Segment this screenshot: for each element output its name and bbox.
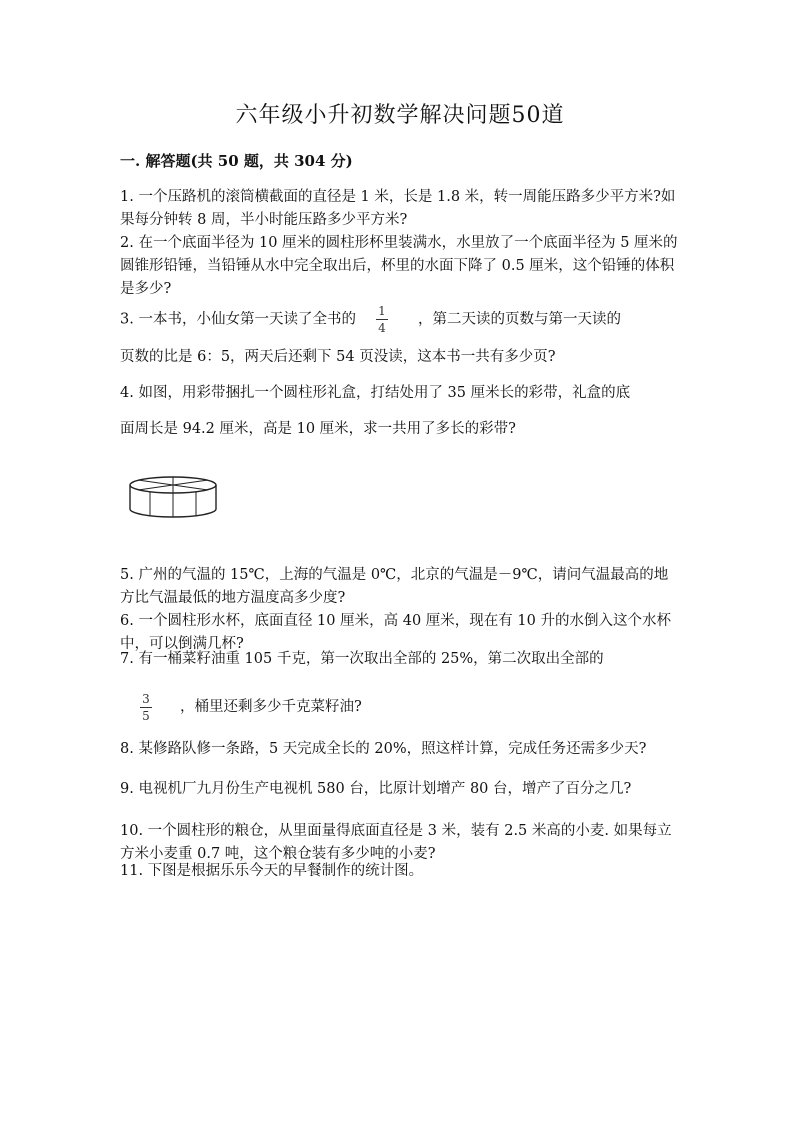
question-4-line-2: 面周长是 94.2 厘米，高是 10 厘米，求一共用了多长的彩带? [120,421,516,437]
question-3-text-after: ，第二天读的页数与第一天读的 [417,311,621,328]
question-2: 2. 在一个底面半径为 10 厘米的圆柱形杯里装满水，水里放了一个底面半径为 5 厘米的圆锥形铅锤，当铅锤从水中完全取出后，杯里的水面下降了 0.5 厘米，这个铅锤的体积是多少? [120,235,678,297]
question-6: 6. 一个圆柱形水杯，底面直径 10 厘米，高 40 厘米，现在有 10 升的水倒入这个水杯中，可以倒满几杯? [120,613,671,652]
question-4-line-1: 4. 如图，用彩带捆扎一个圆柱形礼盒，打结处用了 35 厘米长的彩带，礼盒的底 [120,385,631,401]
question-3-line-1 [120,304,680,335]
question-3-text: 3. 一本书，小仙女第一天读了全书的 [120,311,356,328]
question-10: 10. 一个圆柱形的粮仓，从里面量得底面直径是 3 米，装有 2.5 米高的小麦. 如果每立方米小麦重 0.7 吨，这个粮仓装有多少吨的小麦? [120,823,672,862]
fraction-denominator: 4 [378,321,386,335]
cylinder-gift-box-figure [128,474,220,520]
fraction-three-fifths [140,692,152,723]
fraction-one-quarter [376,304,388,335]
question-8: 8. 某修路队修一条路，5 天完成全长的 20%，照这样计算，完成任务还需多少天? [120,741,647,757]
question-7-line-1: 7. 有一桶菜籽油重 105 千克，第一次取出全部的 25%，第二次取出全部的 [120,651,604,667]
fraction-denominator: 5 [142,709,150,723]
page-title: 六年级小升初数学解决问题50道 [235,103,565,128]
question-7-line-2: ，桶里还剩多少千克菜籽油? [180,699,362,715]
section-heading: 一. 解答题(共 50 题，共 304 分) [120,152,353,170]
question-3-line-2: 页数的比是 6：5，两天后还剩下 54 页没读，这本书一共有多少页? [120,349,556,365]
question-5: 5. 广州的气温的 15℃，上海的气温是 0℃，北京的气温是－9℃，请问气温最高的地方比气温最低的地方温度高多少度? [120,567,669,606]
fraction-numerator: 1 [378,304,386,318]
question-9: 9. 电视机厂九月份生产电视机 580 台，比原计划增产 80 台，增产了百分之几? [120,781,632,797]
question-1: 1. 一个压路机的滚筒横截面的直径是 1 米，长是 1.8 米，转一周能压路多少平方米?如果每分钟转 8 周，半小时能压路多少平方米? [120,189,676,228]
question-11: 11. 下图是根据乐乐今天的早餐制作的统计图。 [120,863,424,879]
fraction-numerator: 3 [142,692,150,706]
